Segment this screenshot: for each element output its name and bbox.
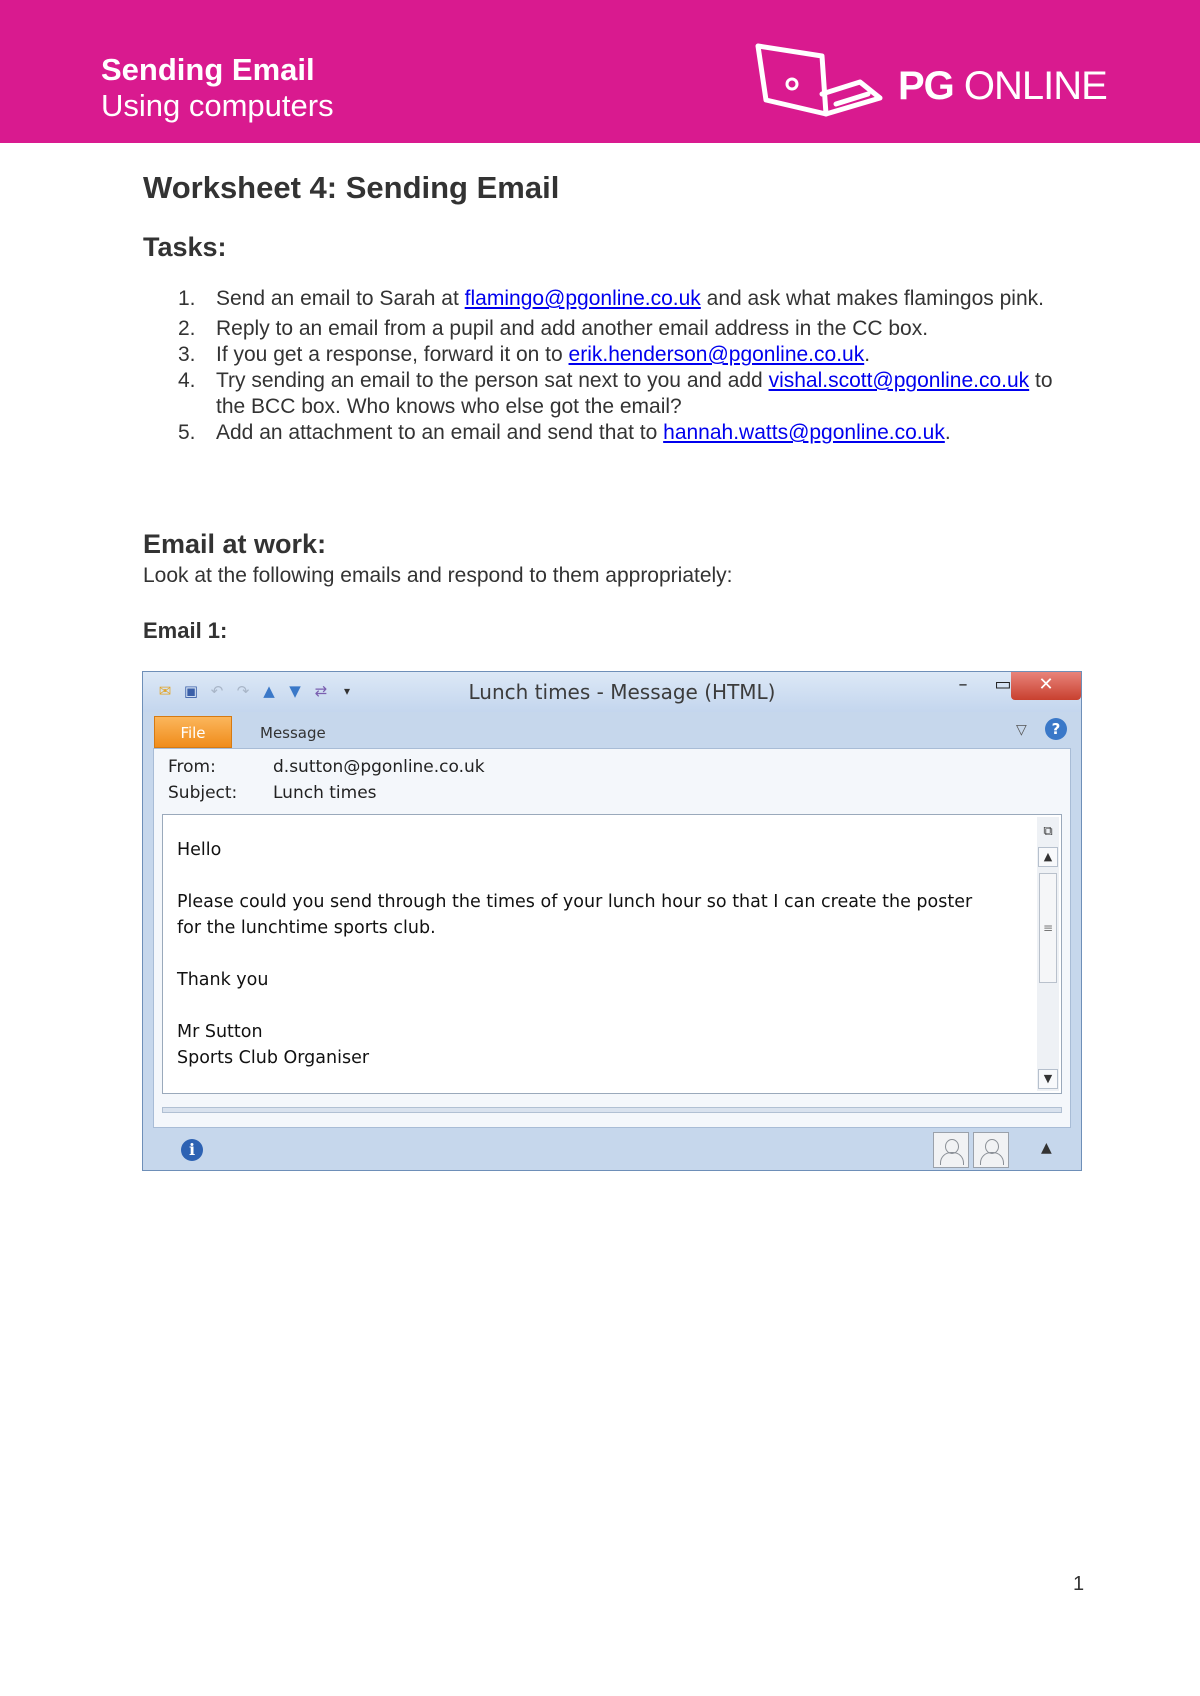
outlook-message-window bbox=[142, 671, 1082, 1171]
email-at-work-heading: Email at work: bbox=[143, 529, 327, 559]
task-list bbox=[143, 286, 1083, 446]
email-link-vishal[interactable]: vishal.scott@pgonline.co.uk bbox=[768, 369, 1030, 392]
pane-splitter[interactable] bbox=[162, 1107, 1062, 1113]
scroll-thumb[interactable]: ≡ bbox=[1039, 873, 1057, 983]
info-icon[interactable]: i bbox=[181, 1139, 203, 1161]
task-item: 2. Reply to an email from a pupil and add another email address in the CC box. bbox=[178, 317, 929, 340]
people-pane-bar bbox=[143, 1128, 1081, 1172]
message-body[interactable] bbox=[162, 814, 1062, 1094]
customize-icon[interactable]: ▾ bbox=[343, 684, 351, 698]
email-1-label: Email 1: bbox=[143, 618, 228, 643]
greeting-text: Hello bbox=[177, 840, 222, 860]
subject-value: Lunch times bbox=[273, 783, 377, 803]
redo-icon[interactable]: ↷ bbox=[236, 682, 250, 700]
header-banner bbox=[0, 0, 1200, 143]
scroll-up-button[interactable]: ▲ bbox=[1038, 847, 1058, 867]
subject-label: Subject: bbox=[168, 783, 238, 803]
ribbon-tabs bbox=[143, 712, 1081, 748]
link-icon[interactable]: ⧉ bbox=[1043, 824, 1053, 839]
message-pane bbox=[153, 748, 1071, 1128]
task-item: 1. Send an email to Sarah at flamingo@pgonline.co.uk and ask what makes flamingos pink. bbox=[178, 287, 1044, 310]
email-at-work-intro: Look at the following emails and respond to them appropriately: bbox=[143, 564, 733, 587]
task-item: 5. Add an attachment to an email and send that to hannah.watts@pgonline.co.uk. bbox=[178, 421, 951, 444]
ribbon-minimize-chevron-icon[interactable]: ▽ bbox=[1016, 722, 1027, 738]
minimize-icon[interactable]: – bbox=[958, 674, 968, 695]
task-item: 3. If you get a response, forward it on to erik.henderson@pgonline.co.uk. bbox=[178, 343, 871, 366]
close-icon[interactable]: ✕ bbox=[1011, 672, 1081, 700]
message-text bbox=[177, 837, 997, 1071]
person-icon[interactable] bbox=[933, 1132, 969, 1168]
page-number: 1 bbox=[1073, 1573, 1085, 1595]
email-link-hannah[interactable]: hannah.watts@pgonline.co.uk bbox=[663, 421, 945, 444]
mail-icon[interactable]: ✉ bbox=[158, 682, 172, 700]
tasks-heading: Tasks: bbox=[143, 232, 227, 262]
pg-online-logo-text: PG ONLINE bbox=[898, 64, 1107, 108]
email-link-erik[interactable]: erik.henderson@pgonline.co.uk bbox=[568, 343, 865, 366]
move-icon[interactable]: ⇄ bbox=[314, 682, 328, 700]
subject-row bbox=[168, 783, 377, 803]
tab-file[interactable]: File bbox=[154, 716, 232, 748]
email-link-flamingo[interactable]: flamingo@pgonline.co.uk bbox=[464, 287, 701, 310]
up-arrow-icon[interactable]: ▲ bbox=[263, 682, 275, 700]
laptop-logo-icon bbox=[752, 42, 886, 128]
window-titlebar bbox=[143, 672, 1081, 712]
from-row bbox=[168, 757, 485, 777]
maximize-icon[interactable]: ▭ bbox=[994, 674, 1012, 695]
save-icon[interactable]: ▣ bbox=[183, 682, 199, 700]
from-value[interactable]: d.sutton@pgonline.co.uk bbox=[273, 757, 485, 777]
undo-icon[interactable]: ↶ bbox=[210, 682, 224, 700]
banner-title: Sending Email bbox=[101, 52, 315, 87]
signature-name: Mr Sutton bbox=[177, 1022, 263, 1042]
window-title: Lunch times - Message (HTML) bbox=[468, 680, 776, 704]
tab-message[interactable]: Message bbox=[260, 724, 326, 742]
thanks-text: Thank you bbox=[177, 970, 269, 990]
task-item: 4. Try sending an email to the person sat next to you and add vishal.scott@pgonline.co.uk to the BCC box. Who knows who else got the email? bbox=[178, 369, 1053, 418]
person-icon[interactable] bbox=[973, 1132, 1009, 1168]
vertical-scrollbar[interactable] bbox=[1037, 817, 1059, 1091]
scroll-down-button[interactable]: ▼ bbox=[1038, 1069, 1058, 1089]
body-paragraph: Please could you send through the times of your lunch hour so that I can create the poster for the lunchtime sports club. bbox=[177, 892, 973, 938]
from-label: From: bbox=[168, 757, 216, 777]
banner-subtitle: Using computers bbox=[101, 88, 334, 123]
worksheet-title: Worksheet 4: Sending Email bbox=[143, 170, 560, 205]
chevron-up-icon[interactable]: ▲ bbox=[1041, 1140, 1052, 1156]
help-icon[interactable]: ? bbox=[1045, 718, 1067, 740]
signature-title: Sports Club Organiser bbox=[177, 1048, 370, 1068]
down-arrow-icon[interactable]: ▼ bbox=[289, 682, 301, 700]
